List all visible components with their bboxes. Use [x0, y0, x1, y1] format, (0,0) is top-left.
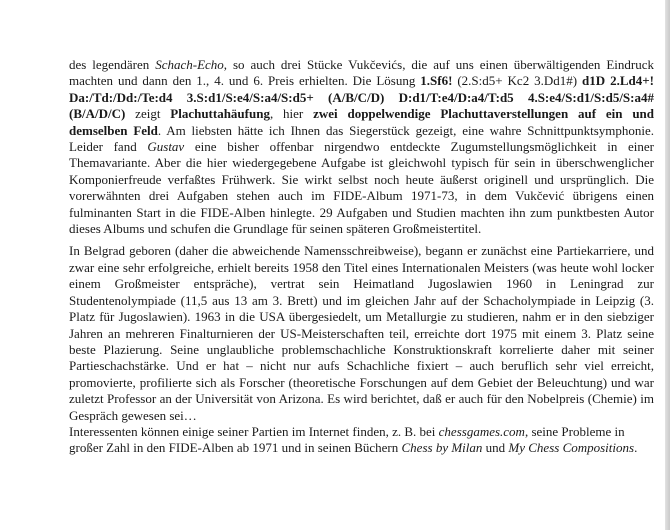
text-segment: , hier	[269, 106, 314, 122]
text-segment: . Am liebsten hätte ich Ihnen das Siegerstück gezeigt, eine wahre Schnittpunktsymphonie. Leider fand	[69, 122, 654, 155]
scan-edge-shadow	[665, 0, 670, 530]
text-segment: chessgames.com	[438, 423, 525, 439]
text-segment: , seine Probleme in großer Zahl in den FIDE-Alben ab 1971 und in seinen Büchern	[69, 423, 625, 456]
text-segment: , so auch drei Stücke Vukčevićs, die auf uns einen überwältigenden Eindruck machten und dann den 1., 4. und 6. Preis erhielten. Die Lösung	[69, 57, 654, 89]
text-segment: Interessenten können einige seiner Partien im Internet finden, z. B. bei	[69, 423, 439, 439]
text-segment: und	[482, 440, 509, 456]
document-page	[69, 57, 654, 457]
text-segment: zwei doppelwendige Plachuttaverstellungen auf ein und demselben Feld	[69, 106, 655, 138]
text-segment: My Chess Compositions	[508, 440, 635, 456]
text-segment: d1D 2.Ld4+! Da:/Td:/Dd:/Te:d4 3.S:d1/S:e4/S:a4/S:d5+ (A/B/C/D) D:d1/T:e4/D:a4/T:d5 4.S:e4/S:d1/S:d5/S:a4# (B/A/D/C)	[69, 73, 654, 122]
paragraph-resources	[69, 424, 654, 457]
paragraph-biography	[69, 243, 654, 423]
text-segment: .	[634, 440, 638, 456]
text-segment: Plachuttahäufung	[170, 106, 270, 122]
text-segment: Chess by Milan	[401, 440, 483, 456]
text-segment: eine bisher offenbar nirgendwo entdeckte Zugumstellungsmöglichkeit in einer Themavariante. Aber die hier wiedergegebene Aufgabe ist gleichwohl typisch für sein in überschwenglicher Komponierfreude verfaßtes Frühwerk. Sie wirkt selbst noch heute äußerst originell und ursprünglich. Die vorerwähnten drei Aufgaben stehen auch im FIDE-Album 1971-73, in dem Vukčević übrigens einen fulminanten Start in die FIDE-Alben hinlegte. 29 Aufgaben und Studien machten ihn zum punktbesten Autor dieses Albums und schufen die Grundlage für seinen späteren Großmeistertitel.	[69, 139, 654, 237]
text-segment: (2.S:d5+ Kc2 3.Dd1#)	[452, 73, 583, 89]
text-segment: In Belgrad geboren (daher die abweichende Namensschreibweise), begann er zunächst eine Partiekarriere, und zwar eine sehr erfolgreiche, erhielt bereits 1958 den Titel eines Internationalen Meisters (was heute wohl locker einem Großmeister entspräche), vertrat sein Heimatland Jugoslawien 1960 in Leningrad zur Studentenolympiade (11,5 aus 13 am 3. Brett) und im gleichen Jahr auf der Schacholympiade in Leipzig (3. Platz für Jugoslawien). 1963 in die USA übergesiedelt, um Metallurgie zu studieren, nahm er in den siebziger Jahren an mehreren Finalturnieren der US-Meisterschaften teil, erreichte dort 1975 mit einem 3. Platz seine beste Plazierung. Seine unglaubliche problemschachliche Konstruktionskraft korrelierte daher mit seiner Partieschachstärke. Und er hat – nicht nur aufs Schachliche fixiert – auch beruflich sehr viel erreicht, promovierte, profilierte sich als Forscher (theoretische Forschungen auf dem Gebiet der Beleuchtung) und war zuletzt Professor an der Universität von Arizona. Es wird berichtet, daß er auch für den Nobelpreis (Chemie) im Gespräch gewesen sei…	[69, 243, 654, 423]
text-segment: zeigt	[125, 106, 171, 122]
text-segment: Gustav	[147, 139, 185, 155]
text-segment: des legendären	[69, 57, 156, 72]
paragraph-schach-echo	[69, 57, 654, 237]
text-segment: Schach-Echo	[155, 57, 224, 72]
text-segment: 1.Sf6!	[420, 73, 453, 89]
